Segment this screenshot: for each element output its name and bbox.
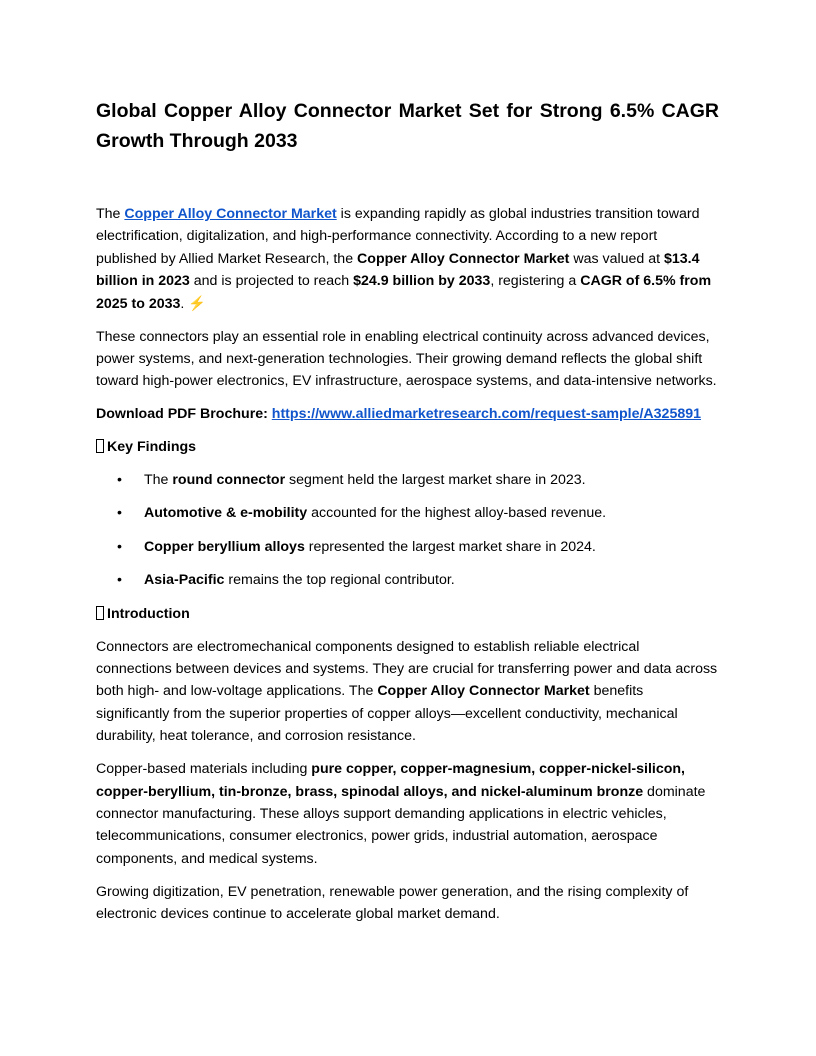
intro-paragraph [96,203,719,315]
bold-text: $13.4 billion in 2023 [96,250,700,290]
text: was valued at [569,250,665,267]
text: The [96,206,125,222]
list-item [96,569,719,591]
bullet-icon: • [117,572,122,589]
list-item [96,536,719,558]
list-item [96,469,719,491]
bold-text: Copper Alloy Connector Market [357,250,570,267]
text: accounted for the highest alloy-based revenue. [307,505,607,522]
document-page [96,96,719,936]
brochure-link[interactable]: https://www.alliedmarketresearch.com/request-sample/A325891 [271,406,702,423]
bold-text: Copper Alloy Connector Market [377,683,590,700]
text: and is projected to reach [189,273,354,290]
text: is expanding rapidly as global industries transition toward electrification, digitalization, and high-performance connectivity. According to a new report published by Allied Market Research, the [96,206,700,267]
heading-text: Key Findings [107,439,197,456]
introduction-paragraph-3: Growing digitization, EV penetration, renewable power generation, and the rising complexity of electronic devices continue to accelerate global market demand. [96,883,689,923]
introduction-paragraph-1 [96,636,719,748]
bold-text: Copper beryllium alloys [144,538,305,555]
list-item [96,502,719,524]
text: segment held the largest market share in 2023. [285,472,586,489]
introduction-heading [96,603,719,625]
text: , registering a [490,273,581,290]
text: benefits significantly from the superior properties of copper alloys—excellent conductivity, mechanical durability, heat tolerance, and corrosion resistance. [96,683,678,745]
bold-text: Asia-Pacific [144,572,225,589]
bold-text: round connector [172,472,286,489]
bold-text: pure copper, copper-magnesium, copper-nickel-silicon, copper-beryllium, tin-bronze, brass, spinodal alloys, and nickel-aluminum bronze [96,761,685,800]
text: . [180,295,189,312]
missing-glyph-icon [96,606,104,620]
missing-glyph-icon [96,439,104,453]
bullet-icon: • [117,505,122,522]
lightning-icon: ⚡ [188,295,206,312]
download-label: Download PDF Brochure: [96,406,272,423]
text: dominate connector manufacturing. These alloys support demanding applications in electric vehicles, telecommunications, consumer electronics, power grids, industrial automation, aerospace components, and medical systems. [96,783,706,867]
bold-text: CAGR of 6.5% from 2025 to 2033 [96,273,712,312]
market-link[interactable]: Copper Alloy Connector Market [124,206,337,222]
bullet-icon: • [117,538,122,555]
bold-text: $24.9 billion by 2033 [353,273,491,290]
text: The [144,472,173,489]
key-findings-list [96,469,719,592]
bullet-icon: • [117,472,122,489]
text: Copper-based materials including [96,761,312,778]
text: remains the top regional contributor. [224,572,455,589]
connectors-paragraph: These connectors play an essential role in enabling electrical continuity across advanced devices, power systems, and next-generation technologies. Their growing demand reflects the global shift toward high-power electronics, EV infrastructure, aerospace systems, and data-intensive networks. [96,328,717,390]
heading-text: Introduction [107,605,190,622]
bold-text: Automotive & e-mobility [144,505,308,522]
download-line [96,403,719,425]
text: represented the largest market share in 2024. [304,538,596,555]
key-findings-heading [96,436,719,458]
introduction-paragraph-2 [96,758,719,870]
page-title: Global Copper Alloy Connector Market Set for Strong 6.5% CAGR Growth Through 2033 [96,100,719,152]
text: Connectors are electromechanical components designed to establish reliable electrical connections between devices and systems. They are crucial for transferring power and data across both high- and low-voltage applications. The [96,638,718,700]
